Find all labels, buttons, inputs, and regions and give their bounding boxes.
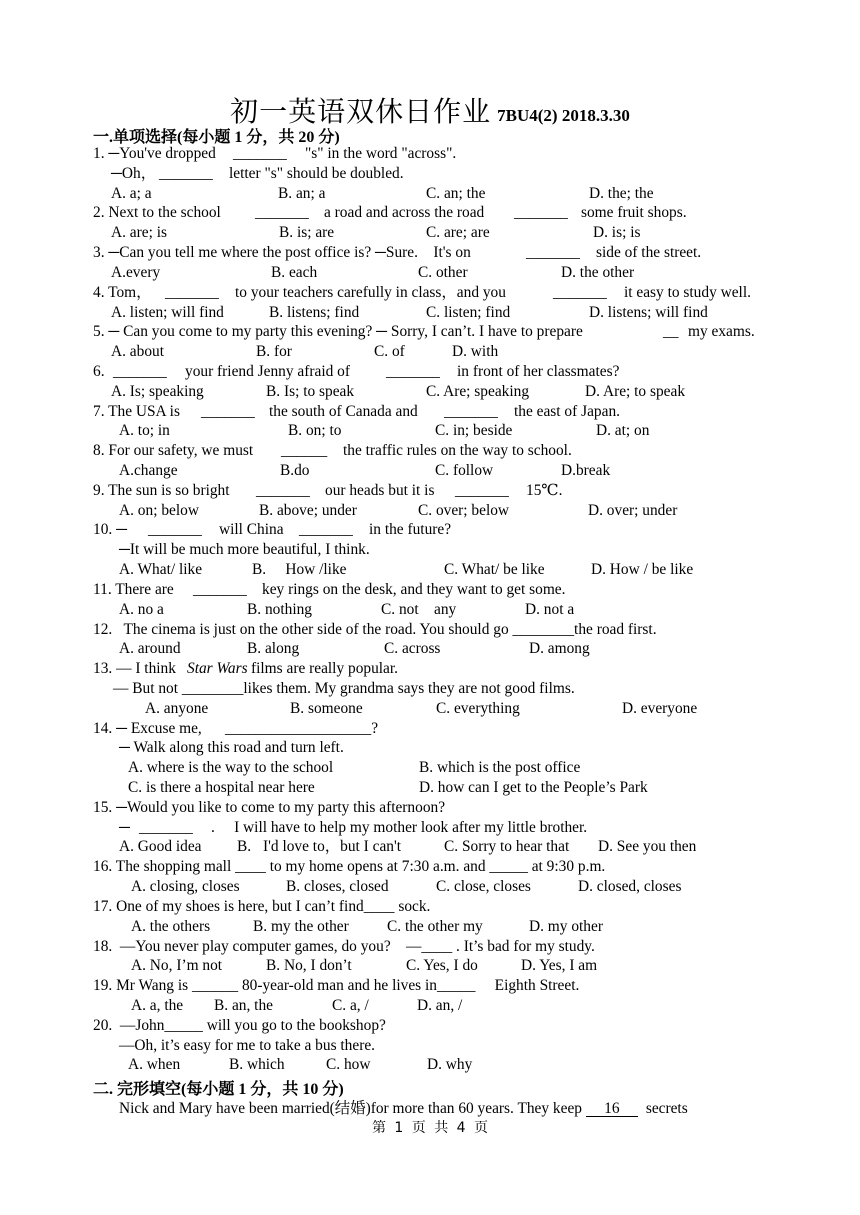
line-text: C. Are; speaking [426,382,530,400]
question-list [93,144,783,1075]
line-text: D. How / be like [591,561,694,579]
question-line [93,362,783,382]
question-line [93,639,783,659]
line-text: C. the other my [387,917,483,935]
line-text: 16. The shopping mall ____ to my home opens at 7:30 a.m. and _____ at 9:30 p.m. [93,858,606,876]
line-text: in front of her classmates? [457,362,620,380]
question-line [93,382,783,402]
line-text: 4. Tom， [93,283,152,301]
line-text: B. each [271,263,318,281]
section-2-heading: 二. 完形填空(每小题 1 分，共 10 分) [93,1081,344,1098]
line-text: A.change [119,462,178,479]
line-text: D. See you then [598,838,697,856]
line-text: _______ [256,481,310,499]
question-line [93,699,783,719]
line-text: D. the; the [589,184,654,202]
question-line [93,164,783,184]
question-line [93,560,783,580]
line-text: I'd love to，but I can't [263,838,402,856]
line-text: B. on; to [288,422,342,440]
line-text: D. Are; to speak [585,382,686,400]
question-line [93,600,783,620]
cloze-passage-line [119,1096,688,1118]
line-text: will China [219,521,284,539]
line-text: A. on; below [119,501,199,519]
line-text: C. a, / [332,996,369,1014]
line-text: 9. The sun is so bright [93,481,230,499]
question-line [93,857,783,877]
line-text: A. anyone [145,699,209,717]
line-text: _______ [233,145,287,162]
line-text: films are really popular. [251,660,399,678]
line-text: a road and across the road [324,204,485,222]
line-text: A. Is; speaking [111,382,204,400]
line-text: key rings on the desk, and they want to get some. [262,580,566,598]
question-line [93,897,783,917]
line-text: 19. Mr Wang is ______ 80-year-old man and he lives in_____ Eighth Street. [93,977,580,995]
line-text: B. No, I don’t [266,957,352,975]
line-text: D. at; on [596,422,650,440]
question-line [93,520,783,540]
blank-16: 16 [586,1101,638,1117]
question-line [93,837,783,857]
question-line [93,758,783,778]
line-text: A. closing, closes [131,878,240,896]
line-text: B.do [280,462,310,479]
section-1-heading: 一.单项选择(每小题 1 分，共 20 分) [93,129,340,146]
question-line [93,441,783,461]
line-text: _______ [193,580,247,598]
question-line [93,679,783,699]
line-text: _______ [113,362,167,380]
line-text: C. Yes, I do [406,957,478,975]
question-line [93,144,783,164]
question-line [93,659,783,679]
line-text: . I will have to help my mother look after my little brother. [211,818,588,836]
line-text: _______ [455,481,509,499]
question-line [93,719,783,739]
line-text: C. over; below [418,501,510,519]
line-text: C. of [374,343,405,361]
line-text: C. is there a hospital near here [128,779,315,796]
passage-text: Nick and Mary have been married(结婚)for more than 60 years. They keep [119,1100,586,1117]
question-line [93,976,783,996]
question-line [93,620,783,640]
question-line [93,937,783,957]
line-text: D.break [561,462,611,479]
line-text: C. how [326,1056,371,1074]
line-text: 13. — I think [93,660,180,678]
line-text: letter "s" should be doubled. [229,164,404,182]
line-text: 6. [93,362,105,380]
line-text: D. everyone [622,699,698,717]
line-text: ─Oh， [111,164,157,182]
question-line [93,501,783,521]
line-text: A. What/ like [119,561,203,579]
line-text: _______ [139,818,193,836]
question-line [93,956,783,976]
question-line [93,1036,783,1056]
line-text: _______ [444,402,498,420]
line-text: the east of Japan. [514,402,620,420]
line-text: B. along [247,640,300,658]
line-text: A. about [111,343,165,361]
line-text: Star Wars [187,660,248,678]
line-text: B. How /like [252,561,347,579]
line-text: D. among [529,640,590,658]
line-text: 7. The USA is [93,402,180,420]
line-text: 3. ─Can you tell me where the post office is? ─Sure. It's on [93,244,471,262]
line-text: ─ [119,818,130,836]
line-text: A. Good idea [119,838,202,856]
line-text: 10. ─ [93,521,127,539]
question-line [93,184,783,204]
line-text: A. the others [131,917,211,935]
line-text: _______ [159,164,213,182]
question-line [93,778,783,798]
question-line [93,798,783,818]
question-line [93,738,783,758]
line-text: A. around [119,640,181,658]
line-text: 8. For our safety, we must [93,442,254,460]
line-text: A. no a [119,600,164,618]
line-text: your friend Jenny afraid of [185,362,350,380]
line-text: C. follow [435,462,494,479]
line-text: D. not a [525,600,575,618]
question-line [93,1016,783,1036]
question-line [93,223,783,243]
line-text: 17. One of my shoes is here, but I can’t find____ sock. [93,897,431,915]
line-text: ___________________? [225,719,379,737]
line-text: 18. —You never play computer games, do you? —____ . It’s bad for my study. [93,937,595,955]
title-chinese: 初一英语双休日作业 [230,95,492,128]
line-text: C. across [384,640,441,658]
line-text: D. Yes, I am [521,957,598,975]
line-text: _______ [165,283,219,301]
question-line [93,203,783,223]
line-text: A. a, the [131,996,184,1014]
line-text: B. an; a [278,184,326,202]
line-text: _______ [526,244,580,262]
line-text: 5. ─ Can you come to my party this evening? ─ Sorry, I can’t. I have to prepare [93,323,583,341]
question-line [93,877,783,897]
question-line [93,263,783,283]
page-footer: 第 1 页 共 4 页 [371,1120,489,1136]
line-text: _______ [148,521,202,539]
line-text: _______ [514,204,568,222]
line-text: B. which is the post office [419,759,581,777]
title-code: 7BU4(2) 2018.3.30 [497,106,630,125]
line-text: __ [663,323,679,341]
line-text: ______ [281,442,328,460]
line-text: D. with [452,343,499,361]
line-text: B. [237,838,252,856]
line-text: _______ [553,283,607,301]
question-line [93,322,783,342]
line-text: B. which [229,1056,285,1074]
question-line [93,481,783,501]
line-text: A. where is the way to the school [128,759,334,777]
question-line [93,461,783,481]
line-text: D. why [427,1056,473,1074]
line-text: D. the other [561,263,635,281]
line-text: ─It will be much more beautiful, I think. [119,541,370,559]
line-text: to your teachers carefully in class，and you [235,283,506,301]
question-line [93,1055,783,1075]
line-text: C. other [418,263,468,281]
line-text: B. closes, closed [286,878,389,896]
line-text: B. my the other [253,917,349,935]
line-text: B. for [256,343,292,361]
line-text: A. a; a [111,184,152,202]
line-text: 1. ─You've dropped [93,145,220,162]
line-text: D. listens; will find [589,303,708,321]
question-line [93,818,783,838]
line-text: _______ [201,402,255,420]
line-text: A. when [128,1056,181,1074]
line-text: —Oh, it’s easy for me to take a bus there. [119,1036,376,1054]
line-text: "s" in the word "across". [305,145,457,162]
line-text: B. nothing [247,600,312,618]
line-text: _______ [299,521,353,539]
line-text: B. listens; find [269,303,360,321]
question-line [93,303,783,323]
line-text: it easy to study well. [624,283,751,301]
line-text: some fruit shops. [581,204,687,222]
question-line [93,580,783,600]
line-text: D. is; is [593,224,641,242]
line-text: — But not ________likes them. My grandma says they are not good films. [113,679,575,697]
question-line [93,996,783,1016]
line-text: _______ [255,204,309,222]
line-text: the south of Canada and [269,402,418,420]
line-text: B. Is; to speak [266,382,355,400]
line-text: D. my other [529,917,603,935]
line-text: 12. The cinema is just on the other side of the road. You should go ________the road first. [93,620,657,638]
line-text: 15. ─Would you like to come to my party this afternoon? [93,798,446,816]
question-line [93,402,783,422]
line-text: D. how can I get to the People’s Park [419,779,648,796]
line-text: A. to; in [119,422,170,440]
line-text: _______ [386,362,440,380]
line-text: 20. —John_____ will you go to the bookshop? [93,1016,386,1034]
line-text: D. an, / [417,996,463,1014]
line-text: A. listen; will find [111,303,224,321]
line-text: A.every [111,263,161,281]
line-text: A. are; is [111,224,167,242]
line-text: B. someone [290,699,363,717]
line-text: in the future? [369,521,452,539]
line-text: side of the street. [596,244,702,262]
line-text: B. an, the [214,996,273,1014]
line-text: the traffic rules on the way to school. [343,442,572,460]
line-text: B. is; are [279,224,335,242]
line-text: 2. Next to the school [93,204,221,222]
line-text: C. an; the [426,184,486,202]
question-line [93,421,783,441]
line-text: C. close, closes [436,878,531,896]
line-text: A. No, I’m not [131,957,223,975]
line-text: our heads but it is [325,481,435,499]
question-line [93,243,783,263]
question-line [93,283,783,303]
question-line [93,540,783,560]
line-text: ─ Walk along this road and turn left. [119,739,344,757]
line-text: B. above; under [259,501,357,519]
passage-text-end: secrets [645,1100,688,1117]
line-text: C. in; beside [435,422,513,440]
question-line [93,342,783,362]
line-text: C. Sorry to hear that [444,838,570,856]
line-text: C. What/ be like [444,561,545,579]
line-text: my exams. [688,323,755,341]
line-text: C. are; are [426,224,490,242]
line-text: C. not any [381,600,457,618]
line-text: 14. ─ Excuse me, [93,719,202,737]
line-text: C. everything [436,699,520,717]
question-line [93,917,783,937]
line-text: D. over; under [588,501,678,519]
line-text: C. listen; find [426,303,511,321]
line-text: 11. There are [93,580,174,598]
line-text: 15℃. [526,481,563,499]
line-text: D. closed, closes [578,878,682,896]
